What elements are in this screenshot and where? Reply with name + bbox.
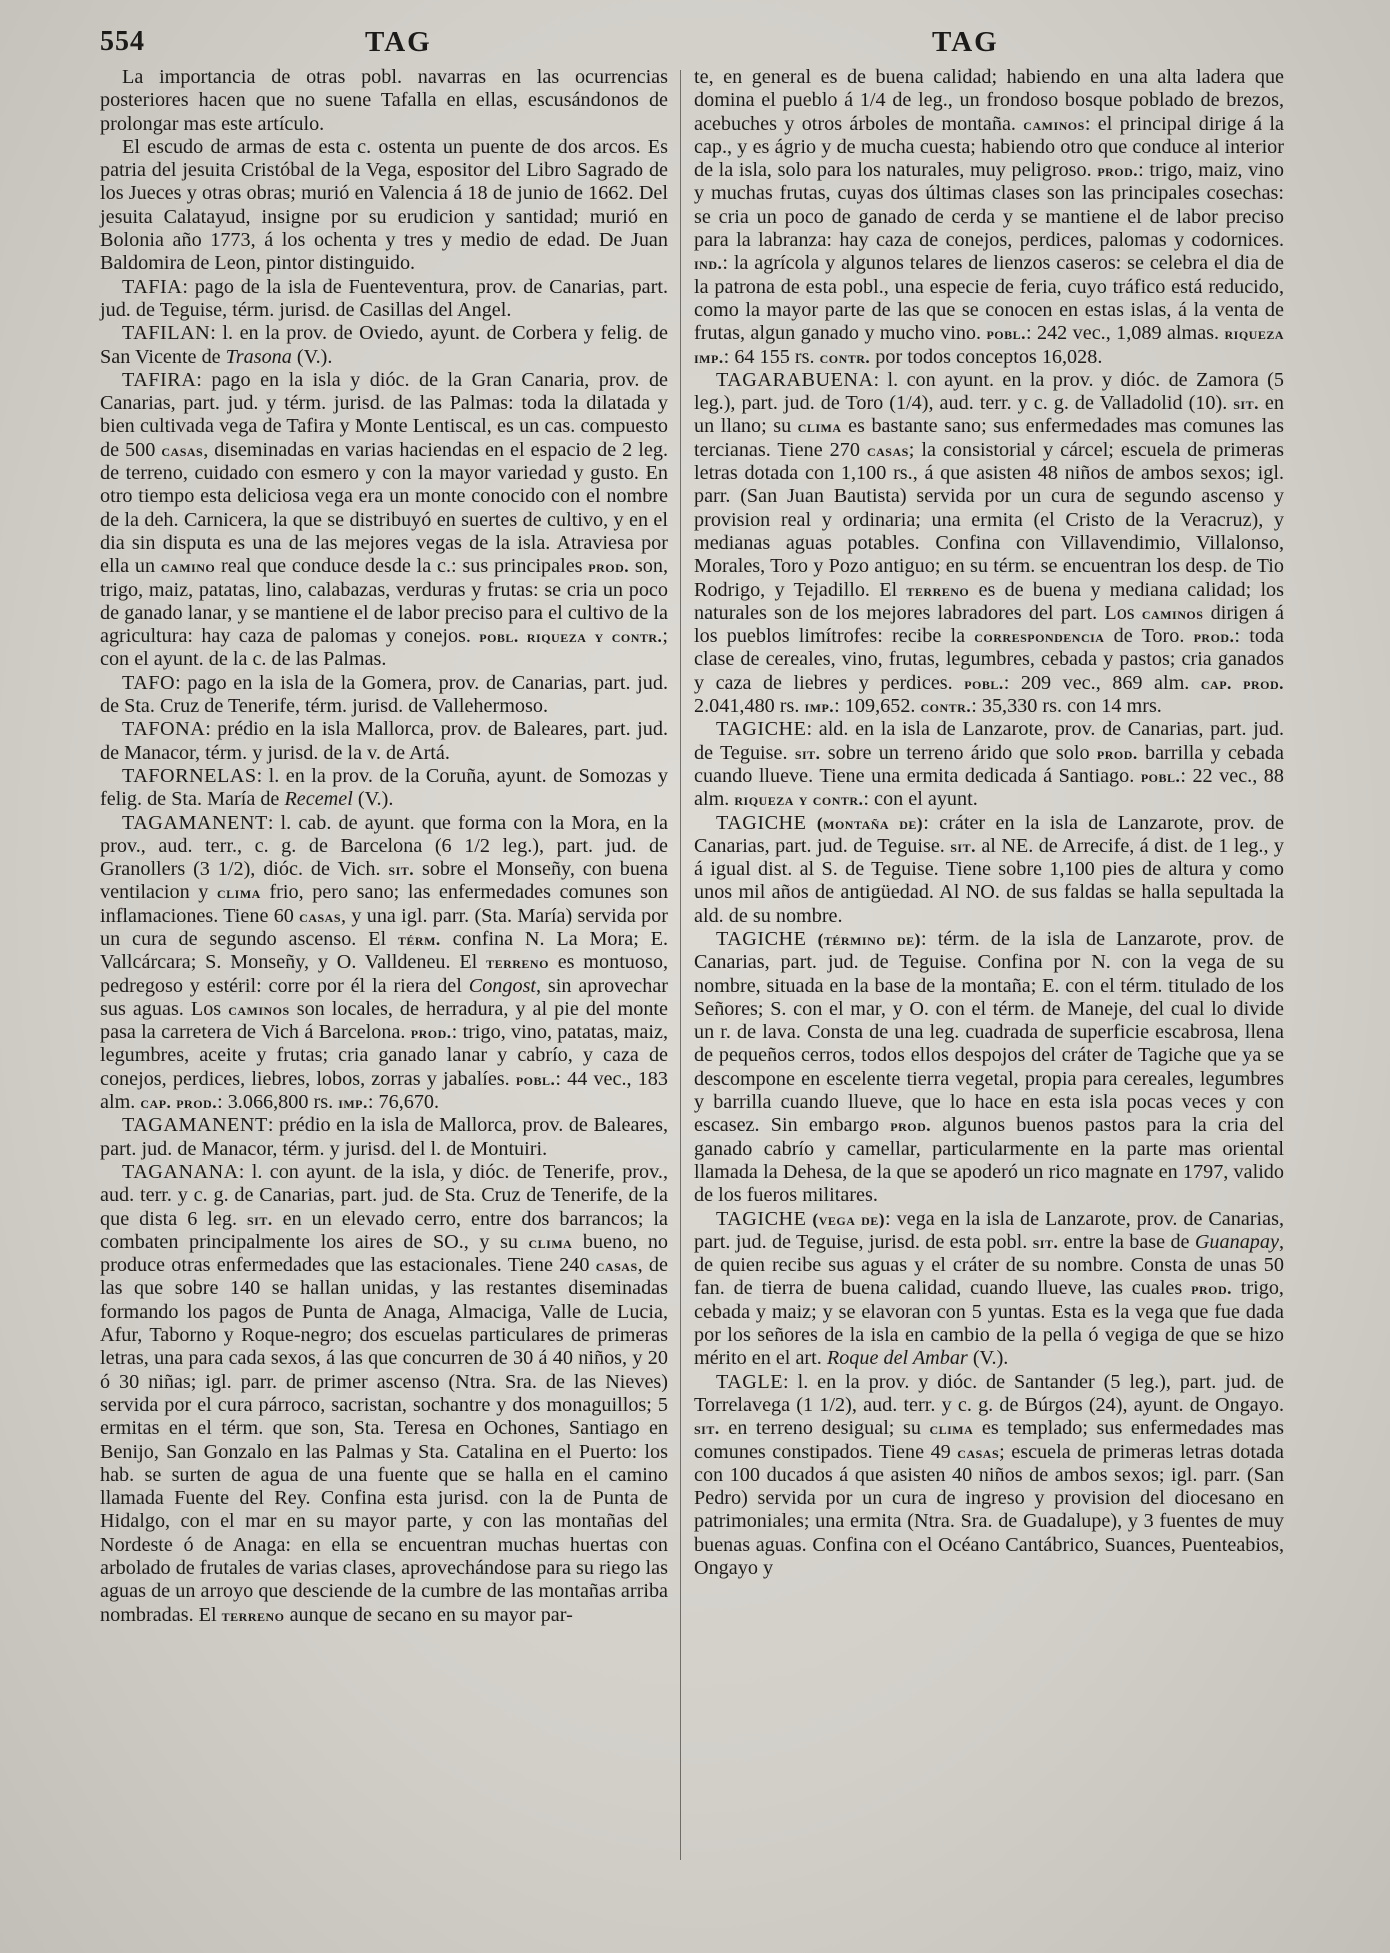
left-column [100,66,668,1627]
headword: TAGICHE [716,927,807,950]
headword: TAFIA [122,275,183,298]
column-divider [680,70,681,1860]
paragraph-tafalla-arms: El escudo de armas de esta c. ostenta un puente de dos arcos. Es patria del jesuita Cristóbal de la Vega, espositor del Libro Sagrado de los Jueces y otras obras; murió en Valencia á 18 de junio de 1662. Del jesuita Calatayud, insigne por su erudicion y santidad; murió en Bolonia año 1773, á los ochenta y tres y medio de edad. De Juan Baldomira de Leon, pintor distinguido. [100,135,668,275]
page-header [100,24,1294,64]
headword: TAGICHE [716,1207,807,1230]
running-head-right: TAG [932,26,999,58]
entry-tagiche-ald: TAGICHE: ald. en la isla de Lanzarote, prov. de Canarias, part. jud. de Teguise. sit. sobre un terreno árido que solo prod. barrilla y cebada cuando llueve. Tiene una ermita dedicada á Santiago. pobl.: 22 vec., 88 alm. riqueza y contr.: con el ayunt. [694,718,1284,811]
entry-tafia: TAFIA: pago de la isla de Fuenteventura, prov. de Canarias, part. jud. de Teguise, térm. jurisd. de Casillas del Angel. [100,275,668,321]
headword: TAGANANA [122,1160,239,1183]
paragraph-tafalla-end: La importancia de otras pobl. navarras en las ocurrencias posteriores hacen que no suene Tafalla en ellas, escusándonos de prolongar mas este artículo. [100,66,668,135]
headword: TAGLE [716,1370,784,1393]
entry-tagiche-termino: TAGICHE (término de): térm. de la isla de Lanzarote, prov. de Canarias, part. jud. de Teguise. Confina por N. con la vega de su nombre, situada en la base de la montaña; E. con el térm. titulado de los Señores; S. con el mar, y O. con el térm. de Maneje, del cual lo divide un r. de lava. Consta de una leg. cuadrada de superficie escabrosa, llena de pequeños cerros, todos ellos despojos del cráter de Tagiche que ya se descompone en escelente tierra vegetal, propia para cereales, legumbres y barrilla cuando llueve, que lo hace en esta isla pocas veces y con escasez. Sin embargo prod. algunos buenos pastos para la cria del ganado cabrío y camellar, particularmente en la parte mas oriental llamada la Dehesa, de la que se apoderó un rico magnate en 1797, valido de los fueros militares. [694,927,1284,1207]
entry-tagamanent-1: TAGAMANENT: l. cab. de ayunt. que forma con la Mora, en la prov., aud. terr., c. g. de Barcelona (6 1/2 leg.), part. jud. de Granollers (3 1/2), dióc. de Vich. sit. sobre el Monseñy, con buena ventilacion y clima frio, pero sano; las enfermedades comunes son inflamaciones. Tiene 60 casas, y una igl. parr. (Sta. María) servida por un cura de segundo ascenso. El térm. confina N. La Mora; E. Vallcárcara; S. Monseñy, y O. Valldeneu. El terreno es montuoso, pedregoso y estéril: corre por él la riera del Congost, sin aprovechar sus aguas. Los caminos son locales, de herradura, y al pie del monte pasa la carretera de Vich á Barcelona. prod.: trigo, vino, patatas, maiz, legumbres, aceite y frutas; cria ganado lanar y cabrío, y caza de conejos, perdices, liebres, lobos, zorras y jabalíes. pobl.: 44 vec., 183 alm. cap. prod.: 3.066,800 rs. imp.: 76,670. [100,811,669,1114]
entry-tagarabuena: TAGARABUENA: l. con ayunt. en la prov. y dióc. de Zamora (5 leg.), part. jud. de Toro (1/4), aud. terr. y c. g. de Valladolid (10). sit. en un llano; su clima es bastante sano; sus enfermedades mas comunes las tercianas. Tiene 270 casas; la consistorial y cárcel; escuela de primeras letras dotada con 1,100 rs., á que asisten 48 niños de ambos sexos; igl. parr. (San Juan Bautista) servida por un cura de segundo ascenso y provision real y ordinaria; una ermita (el Cristo de la Veracruz), y medianas aguas potables. Confina con Villavendimio, Villalonso, Morales, Toro y Pozo antiguo; en su térm. se encuentran los desp. de Tio Rodrigo, y Tejadillo. El terreno es de buena y mediana calidad; los naturales son de los mejores labradores del part. Los caminos dirigen á los pueblos limítrofes: recibe la correspondencia de Toro. prod.: toda clase de cereales, vino, frutas, legumbres, cebada y pastos; cria ganados y caza de liebres y perdices. pobl.: 209 vec., 869 alm. cap. prod. 2.041,480 rs. imp.: 109,652. contr.: 35,330 rs. con 14 mrs. [694,368,1284,718]
running-head-left: TAG [365,26,432,58]
entry-tagiche-vega: TAGICHE (vega de): vega en la isla de Lanzarote, prov. de Canarias, part. jud. de Teguise, jurisd. de esta pobl. sit. entre la base de Guanapay, de quien recibe sus aguas y el cráter de su nombre. Consta de unas 50 fan. de tierra de buena calidad, cuando llueve, las cuales prod. trigo, cebada y maiz; y se elavoran con 5 yuntas. Esta es la vega que fue dada por los señores de la isla en cambio de la pella ó vegiga de que se hizo mérito en el art. Roque del Ambar (V.). [694,1207,1285,1370]
headword: TAFORNELAS [122,764,257,787]
headword: TAGAMANENT [122,1114,268,1137]
entry-tagle: TAGLE: l. en la prov. y dióc. de Santander (5 leg.), part. jud. de Torrelavega (1 1/2), aud. terr. y c. g. de Búrgos (24), ayunt. de Ongayo. sit. en terreno desigual; su clima es templado; sus enfermedades mas comunes constipados. Tiene 49 casas; escuela de primeras letras dotada con 100 ducados á que asisten 40 niños de ambos sexos; igl. parr. (San Pedro) servida por un cura de ingreso y provision del diocesano en patrimoniales; una ermita (Ntra. Sra. de Guadalupe), y 3 fuentes de muy buenas aguas. Confina con el Océano Cantábrico, Suances, Puenteabios, Ongayo y [694,1370,1284,1579]
headword: TAFILAN [122,322,211,345]
headword: TAFONA [122,718,206,741]
entry-taganana: TAGANANA: l. con ayunt. de la isla, y dióc. de Tenerife, prov., aud. terr. y c. g. de Canarias, part. jud. de Sta. Cruz de Tenerife, de la que dista 6 leg. sit. en un elevado cerro, entre dos barrancos; la combaten principalmente los aires de SO., y su clima bueno, no produce otras enfermedades que las estacionales. Tiene 240 casas, de las que sobre 140 se hallan unidas, y las restantes diseminadas formando los pagos de Punta de Anaga, Almaciga, Valle de Lucia, Afur, Taborno y Roque-negro; dos escuelas particulares de primeras letras, una para cada sexos, á las que concurren de 30 á 40 niños, y 20 ó 30 niñas; igl. parr. de primer ascenso (Ntra. Sra. de las Nieves) servida por el cura párroco, sacristan, sochantre y dos monaguillos; 5 ermitas en el térm. que son, Sta. Teresa en Ochones, Santiago en Benijo, San Gonzalo en las Palmas y Sta. Catalina en el Puerto: los hab. se surten de agua de una fuente que se halla en el camino llamada Fuente del Rey. Confina esta jurisd. con la de Punta de Hidalgo, con el mar en su mayor parte, y con las montañas del Nordeste ó de Anaga: en ella se encuentran muchas huertas con arbolado de frutales de varias clases, aprovechándose para su riego las aguas de un arroyo que desciende de la cumbre de las montañas arriba nombradas. El terreno aunque de secano en su mayor par- [100,1160,669,1626]
entry-tagamanent-2: TAGAMANENT: prédio en la isla de Mallorca, prov. de Baleares, part. jud. de Manacor, térm. y jurisd. del l. de Montuiri. [100,1114,668,1160]
entry-taganana-continued: te, en general es de buena calidad; habiendo en una alta ladera que domina el pueblo á 1/4 de leg., un frondoso bosque poblado de brezos, acebuches y otros árboles de montaña. caminos: el principal dirige á la cap., y es ágrio y de mucha cuesta; habiendo otro que conduce al interior de la isla, solo para los naturales, muy peligroso. prod.: trigo, maiz, vino y muchas frutas, cuyas dos últimas clases son las principales cosechas: se cria un poco de ganado de cerda y se mantiene el de labor preciso para la labranza: hay caza de conejos, perdices, palomas y codornices. ind.: la agrícola y algunos telares de lienzos caseros: se celebra el dia de la patrona de esta pobl., una especie de feria, cuyo tráfico está reducido, como la mayor parte de las que se conocen en estas islas, á la venta de frutas, algun ganado y mucho vino. pobl.: 242 vec., 1,089 almas. riqueza imp.: 64 155 rs. contr. por todos conceptos 16,028. [694,66,1284,368]
headword: TAGICHE [716,718,807,741]
page-number: 554 [100,26,145,57]
headword: TAFIRA [122,368,197,391]
headword: TAGICHE [716,811,807,834]
entry-tafona: TAFONA: prédio en la isla Mallorca, prov. de Baleares, part. jud. de Manacor, térm. y jurisd. de la v. de Artá. [100,718,668,764]
entry-tafo: TAFO: pago en la isla de la Gomera, prov. de Canarias, part. jud. de Sta. Cruz de Tenerife, térm. jurisd. de Vallehermoso. [100,671,668,718]
right-column [694,66,1284,1580]
entry-tafornelas: TAFORNELAS: l. en la prov. de la Coruña, ayunt. de Somozas y felig. de Sta. María de Recemel (V.). [100,764,668,811]
headword: TAGAMANENT [122,811,268,834]
headword: TAFO [122,671,176,694]
headword: TAGARABUENA [716,368,874,391]
entry-tagiche-montana: TAGICHE (montaña de): cráter en la isla de Lanzarote, prov. de Canarias, part. jud. de Teguise. sit. al NE. de Arrecife, á dist. de 1 leg., y á igual dist. al S. de Teguise. Tiene sobre 1,100 pies de altura y como unos mil años de antigüedad. Al NO. de sus faldas se halla sepultada la ald. de su nombre. [694,811,1284,927]
entry-tafira: TAFIRA: pago en la isla y dióc. de la Gran Canaria, prov. de Canarias, part. jud. y térm. jurisd. de las Palmas: toda la dilatada y bien cultivada vega de Tafira y Monte Lentiscal, es un cas. compuesto de 500 casas, diseminadas en varias haciendas en el espacio de 2 leg. de terreno, cuidado con esmero y con la mayor variedad y gusto. En otro tiempo esta deliciosa vega era un monte conocido con el nombre de la deh. Carnicera, la que se distribuyó en suertes de cultivo, y en el dia sin disputa es una de las mejores vegas de la isla. Atraviesa por ella un camino real que conduce desde la c.: sus principales prod. son, trigo, maiz, patatas, lino, calabazas, verduras y frutas: se cria un poco de ganado lanar, y se mantiene el de labor preciso para el cultivo de la agricultura: hay caza de palomas y conejos. pobl. riqueza y contr.; con el ayunt. de la c. de las Palmas. [100,368,668,671]
entry-tafilan: TAFILAN: l. en la prov. de Oviedo, ayunt. de Corbera y felig. de San Vicente de Trasona (V.). [100,322,668,368]
